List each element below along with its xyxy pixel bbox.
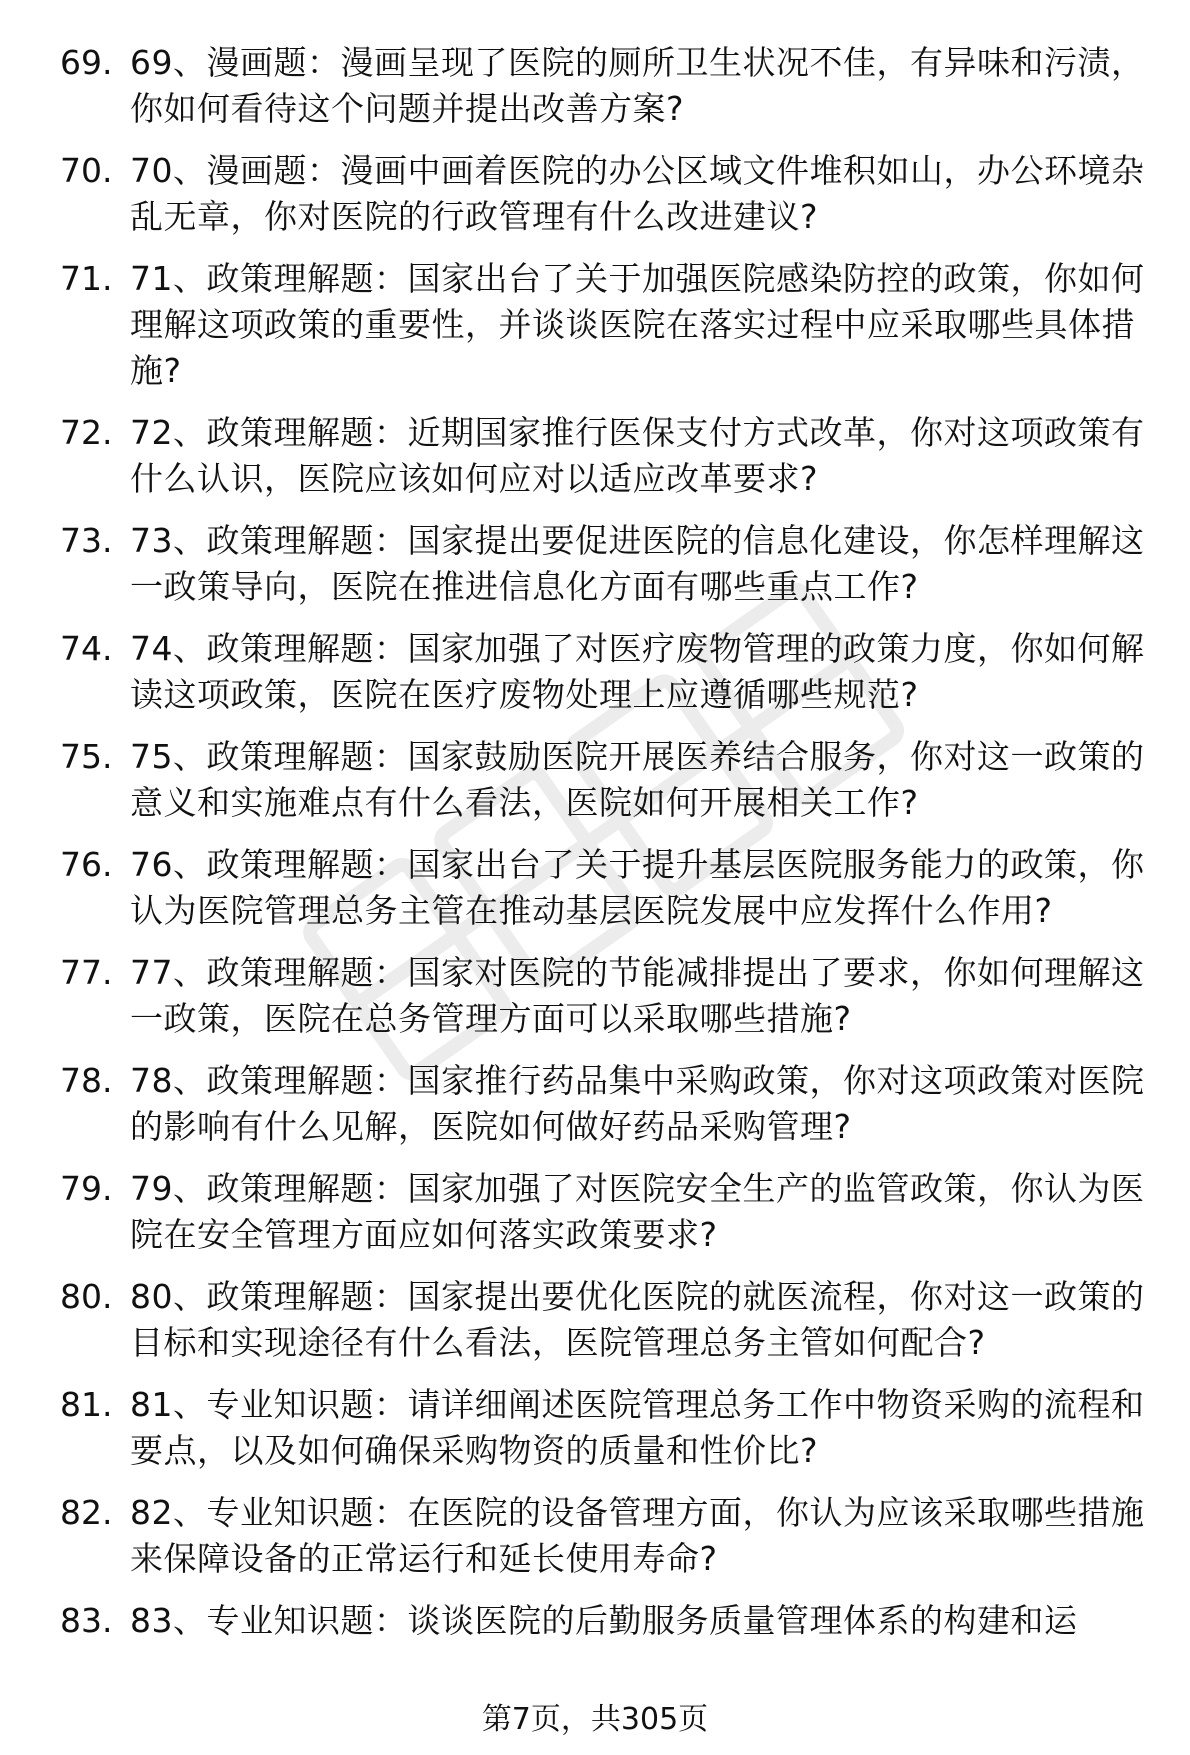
question-item: [60, 1490, 1160, 1582]
question-item: [60, 148, 1160, 240]
question-text: 71、政策理解题：国家出台了关于加强医院感染防控的政策，你如何理解这项政策的重要性，并谈谈医院在落实过程中应采取哪些具体措施?: [130, 259, 1145, 390]
question-item: [60, 950, 1160, 1042]
question-item: [60, 1598, 1160, 1644]
question-text: 80、政策理解题：国家提出要优化医院的就医流程，你对这一政策的目标和实现途径有什么看法，医院管理总务主管如何配合?: [130, 1277, 1145, 1362]
question-text: 76、政策理解题：国家出台了关于提升基层医院服务能力的政策，你认为医院管理总务主管在推动基层医院发展中应发挥什么作用?: [130, 845, 1145, 930]
question-number: 82.: [60, 1493, 113, 1532]
question-item: [60, 410, 1160, 502]
question-text: 82、专业知识题：在医院的设备管理方面，你认为应该采取哪些措施来保障设备的正常运行和延长使用寿命?: [130, 1493, 1145, 1578]
question-text: 73、政策理解题：国家提出要促进医院的信息化建设，你怎样理解这一政策导向，医院在推进信息化方面有哪些重点工作?: [130, 521, 1145, 606]
question-item: [60, 256, 1160, 394]
question-number: 73.: [60, 521, 113, 560]
question-text: 77、政策理解题：国家对医院的节能减排提出了要求，你如何理解这一政策，医院在总务管理方面可以采取哪些措施?: [130, 953, 1145, 1038]
question-text: 75、政策理解题：国家鼓励医院开展医养结合服务，你对这一政策的意义和实施难点有什么看法，医院如何开展相关工作?: [130, 737, 1145, 822]
question-item: [60, 1382, 1160, 1474]
question-number: 78.: [60, 1061, 113, 1100]
question-text: 69、漫画题：漫画呈现了医院的厕所卫生状况不佳，有异味和污渍，你如何看待这个问题并提出改善方案?: [130, 43, 1145, 128]
question-number: 77.: [60, 953, 113, 992]
question-text: 78、政策理解题：国家推行药品集中采购政策，你对这项政策对医院的影响有什么见解，医院如何做好药品采购管理?: [130, 1061, 1145, 1146]
question-number: 71.: [60, 259, 113, 298]
question-item: [60, 842, 1160, 934]
question-text: 74、政策理解题：国家加强了对医疗废物管理的政策力度，你如何解读这项政策，医院在医疗废物处理上应遵循哪些规范?: [130, 629, 1145, 714]
question-list: [60, 40, 1160, 1660]
question-number: 70.: [60, 151, 113, 190]
question-number: 75.: [60, 737, 113, 776]
question-number: 76.: [60, 845, 113, 884]
question-item: [60, 734, 1160, 826]
page-footer: 第7页，共305页: [481, 1702, 709, 1737]
question-text: 83、专业知识题：谈谈医院的后勤服务质量管理体系的构建和运: [130, 1601, 1078, 1640]
question-number: 81.: [60, 1385, 113, 1424]
question-item: [60, 1058, 1160, 1150]
question-number: 83.: [60, 1601, 113, 1640]
question-number: 72.: [60, 413, 113, 452]
question-text: 72、政策理解题：近期国家推行医保支付方式改革，你对这项政策有什么认识，医院应该如何应对以适应改革要求?: [130, 413, 1145, 498]
question-item: [60, 40, 1160, 132]
question-item: [60, 518, 1160, 610]
question-text: 70、漫画题：漫画中画着医院的办公区域文件堆积如山，办公环境杂乱无章，你对医院的行政管理有什么改进建议?: [130, 151, 1145, 236]
question-number: 69.: [60, 43, 113, 82]
question-number: 80.: [60, 1277, 113, 1316]
question-number: 79.: [60, 1169, 113, 1208]
question-text: 79、政策理解题：国家加强了对医院安全生产的监管政策，你认为医院在安全管理方面应如何落实政策要求?: [130, 1169, 1145, 1254]
question-text: 81、专业知识题：请详细阐述医院管理总务工作中物资采购的流程和要点，以及如何确保采购物资的质量和性价比?: [130, 1385, 1145, 1470]
question-number: 74.: [60, 629, 113, 668]
question-item: [60, 626, 1160, 718]
question-item: [60, 1166, 1160, 1258]
question-item: [60, 1274, 1160, 1366]
